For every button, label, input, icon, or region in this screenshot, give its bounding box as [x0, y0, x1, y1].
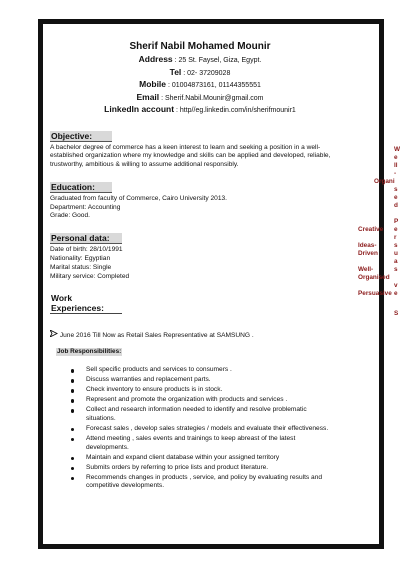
experience-entry: [50, 330, 350, 340]
sidebar-fragment: e: [394, 290, 398, 297]
experience-text: June 2016 Till Now as Retail Sales Representative at SAMSUNG .: [59, 332, 254, 340]
work-heading: Work Experiences:: [50, 293, 122, 314]
sidebar-fragment: s: [394, 266, 398, 273]
personal-military: Military service: Completed: [50, 272, 130, 280]
linkedin-line: [50, 104, 350, 117]
sidebar-fragment: S: [394, 310, 399, 317]
responsibility-item: Recommends changes in products , service, and policy by evaluating results and competitive developments.: [64, 474, 334, 491]
mobile-value: : 01004873161, 01144355551: [166, 82, 261, 89]
resume-content: [50, 40, 350, 492]
sidebar-fragment: P: [394, 218, 399, 225]
sidebar-fragment: e: [394, 226, 398, 233]
sidebar-fragment: a: [394, 258, 398, 265]
responsibility-item: Sell specific products and services to consumers .: [64, 366, 334, 375]
sidebar-fragment: ll: [394, 162, 398, 169]
sidebar-fragment: W: [394, 146, 400, 153]
candidate-name: Sherif Nabil Mohamed Mounir: [129, 41, 271, 52]
sidebar-fragment: Ideas-: [358, 242, 377, 249]
sidebar-fragment: d: [394, 202, 398, 209]
personal-dob: Date of birth: 28/10/1991: [50, 246, 123, 254]
address-label: Address: [138, 54, 173, 64]
sidebar-fragment: r: [394, 234, 397, 241]
sidebar-fragment: s: [394, 242, 398, 249]
responsibilities-list: [64, 366, 334, 490]
sidebar-fragment: v: [394, 282, 398, 289]
education-line: Graduated from faculty of Commerce, Cairo University 2013.: [50, 194, 228, 202]
email-label: Email: [136, 91, 160, 102]
email-value[interactable]: : Sherif.Nabil.Mounir@gmail.com: [159, 94, 264, 102]
education-heading: Education:: [50, 182, 112, 193]
sidebar-fragment: Creative: [358, 226, 384, 233]
personal-marital: Marital status: Single: [50, 263, 112, 271]
tel-label: Tel: [169, 66, 182, 77]
responsibility-item: Attend meeting , sales events and trainings to keep abreast of the latest developments.: [64, 435, 334, 452]
sidebar-fragment: -: [394, 170, 397, 177]
responsibility-item: Check inventory to ensure products is in stock.: [64, 386, 334, 395]
sidebar-fragment: Persuasive: [358, 290, 392, 297]
mobile-line: [50, 79, 350, 92]
responsibility-item: Forecast sales , develop sales strategies / models and evaluate their effectiveness.: [64, 425, 334, 434]
education-department: Department: Accounting: [50, 203, 121, 211]
address-value: : 25 St. Faysel, Giza, Egypt.: [172, 57, 262, 64]
responsibility-item: Maintain and expand client database within your assigned territory: [64, 454, 334, 463]
sidebar-fragment: Organised: [358, 274, 390, 281]
sidebar-fragment: s: [394, 186, 398, 193]
responsibility-item: Collect and research information needed to identify and resolve problematic situations.: [64, 406, 334, 423]
sidebar-skills-fragments: [354, 140, 400, 330]
objective-text: A bachelor degree of commerce has a keen interest to learn and seeking a position in a well-established organization where my knowledge and skills can be applied and developed, reliable, trustworthy, ambitious & willing to assume additional responsibly.: [50, 143, 331, 169]
sidebar-fragment: Well-: [358, 266, 374, 273]
sidebar-fragment: Organi: [374, 178, 395, 185]
linkedin-label: LinkedIn account: [104, 104, 175, 114]
address-line: [50, 54, 350, 67]
sidebar-fragment: e: [394, 194, 398, 201]
sidebar-fragment: Driven: [358, 250, 378, 257]
personal-heading: Personal data:: [50, 233, 122, 244]
responsibility-item: Represent and promote the organization with products and services .: [64, 396, 334, 405]
responsibility-item: Discuss warranties and replacement parts.: [64, 376, 334, 385]
responsibilities-heading: Job Responsibilities:: [57, 348, 122, 356]
responsibility-item: Submits orders by referring to price lists and product literature.: [64, 464, 334, 473]
email-line: [50, 92, 350, 105]
mobile-label: Mobile: [139, 79, 167, 89]
sidebar-fragment: u: [394, 250, 398, 257]
personal-nationality: Nationality: Egyptian: [50, 255, 111, 263]
objective-heading: Objective:: [50, 131, 112, 142]
arrow-bullet-icon: [50, 332, 60, 339]
education-grade: Grade: Good.: [50, 212, 90, 220]
linkedin-value[interactable]: : http//eg.linkedin.com/in/sherifmounir1: [174, 107, 296, 114]
tel-line: [50, 67, 350, 80]
sidebar-fragment: e: [394, 154, 398, 161]
tel-value: : 02- 37209028: [181, 69, 231, 77]
